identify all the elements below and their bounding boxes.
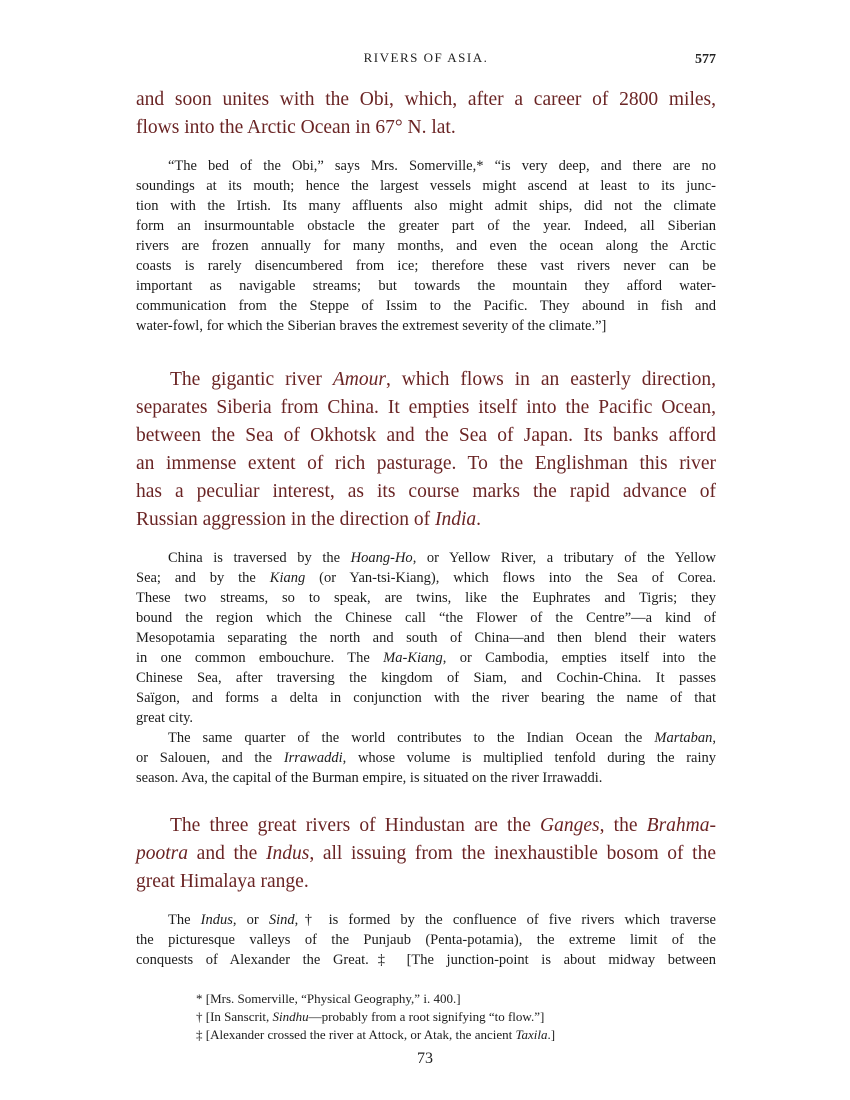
running-header	[136, 44, 716, 74]
paragraph-china: China is traversed by the Hoang-Ho, or Yellow River, a tributary of the Yellow Sea; and by the Kiang (or Yan-tsi-Kiang), which flows into the Sea of Corea. These two streams, so to speak, are twins, like the Euphrates and Tigris; they bound the region which the Chinese call “the Flower of the Centre”—a kind of Mesopotamia separating the north and south of China—and then blend their waters in one common embouchure. The Ma-Kiang, or Cambodia, empties itself into the Chinese Sea, after traversing the kingdom of Siam, and Cochin-China. It passes Saïgon, and forms a delta in conjunction with the river bearing the name of that great city.	[136, 550, 717, 726]
quotation-somerville: “The bed of the Obi,” says Mrs. Somerville,* “is very deep, and there are no soundings at its mouth; hence the largest vessels might ascend at least to its junc- tion with the Irtish. Its many affluents also might admit ships, did not the climate form an insurmountable obstacle the greater part of the year. Indeed, all Siberian rivers are frozen annually for many months, and even the ocean along the Arctic coasts is rarely disencumbered from ice; therefore these vast rivers never can be important as navigable streams; but towards the mountain they afford water- communication from the Steppe of Issim to the Pacific. They abound in fish and water-fowl, for which the Siberian braves the extremest severity of the climate.”]	[136, 158, 716, 334]
paragraph-martaban: The same quarter of the world contributes to the Indian Ocean the Martaban, or Salouen, and the Irrawaddi, whose volume is multiplied tenfold during the rainy season. Ava, the capital of the Burman empire, is situated on the river Irrawaddi.	[136, 730, 716, 786]
paragraph-hindustan: The three great rivers of Hindustan are the Ganges, the Brahma- pootra and the Indus, all issuing from the inexhaustible bosom of the great Himalaya range.	[136, 815, 717, 892]
folio-signature: 73	[417, 1050, 433, 1067]
footnotes	[196, 990, 555, 1044]
footnote-3: ‡ [Alexander crossed the river at Attock, or Atak, the ancient Taxila.]	[196, 1027, 556, 1042]
footnote-1: * [Mrs. Somerville, “Physical Geography,” i. 400.]	[196, 991, 461, 1006]
paragraph-indus: The Indus, or Sind,† is formed by the confluence of five rivers which traverse the picturesque valleys of the Punjaub (Penta-potamia), the extreme limit of the conquests of Alexander the Great.‡ [The junction-point is about midway between	[136, 912, 716, 968]
paragraph-amour: The gigantic river Amour, which flows in an easterly direction, separates Siberia from China. It empties itself into the Pacific Ocean, between the Sea of Okhotsk and the Sea of Japan. Its banks afford an immense extent of rich pasturage. To the Englishman this river has a peculiar interest, as its course marks the rapid advance of Russian aggression in the direction of India.	[136, 369, 716, 530]
paragraph-obi-end: and soon unites with the Obi, which, after a career of 2800 miles, flows into the Arctic Ocean in 67° N. lat.	[136, 89, 716, 138]
page-number: 577	[695, 52, 716, 67]
footnote-2: † [In Sanscrit, Sindhu—probably from a root signifying “to flow.”]	[196, 1009, 545, 1024]
running-title: RIVERS OF ASIA.	[363, 50, 489, 65]
